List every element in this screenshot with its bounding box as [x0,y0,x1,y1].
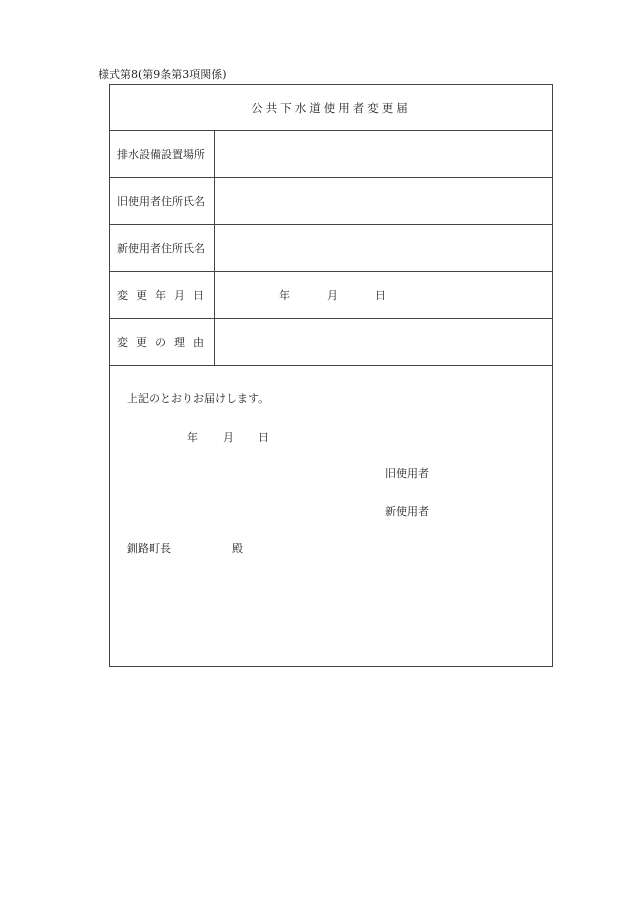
change-reason-field[interactable] [215,319,552,365]
row-change-date [110,272,552,319]
old-user-signature-label: 旧使用者 [385,467,429,480]
month-unit: 月 [327,289,338,302]
row-label: 変更の理由 [110,319,215,365]
honorific: 殿 [232,542,243,555]
row-change-reason [110,319,552,366]
row-new-user [110,225,552,272]
form-title: 公共下水道使用者変更届 [110,85,552,131]
form-frame [109,84,553,667]
row-label: 旧使用者住所氏名 [110,178,215,224]
change-date-field[interactable] [215,272,552,318]
form-number: 様式第8(第9条第3項関係) [98,68,227,81]
submit-year-unit: 年 [187,431,198,444]
submit-month-unit: 月 [223,431,234,444]
submit-day-unit: 日 [258,431,269,444]
row-label: 変更年月日 [110,272,215,318]
notice-text: 上記のとおりお届けします。 [127,392,270,405]
row-drainage-location [110,131,552,178]
old-user-field[interactable] [215,178,552,224]
row-label: 排水設備設置場所 [110,131,215,177]
year-unit: 年 [279,289,290,302]
row-old-user [110,178,552,225]
new-user-field[interactable] [215,225,552,271]
new-user-signature-label: 新使用者 [385,505,429,518]
day-unit: 日 [375,289,386,302]
addressee: 釧路町長 [127,542,171,555]
drainage-location-field[interactable] [215,131,552,177]
row-label: 新使用者住所氏名 [110,225,215,271]
